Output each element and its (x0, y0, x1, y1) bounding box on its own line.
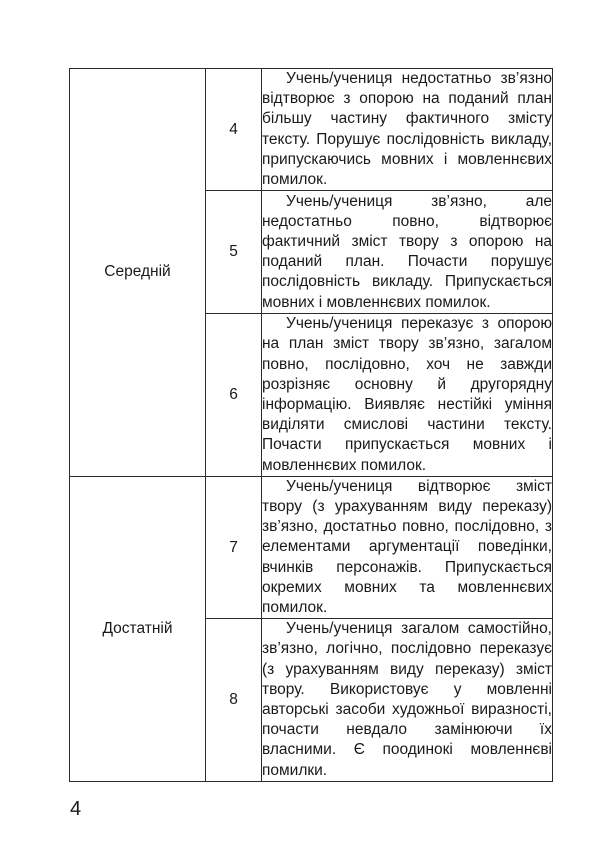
table-row (70, 476, 553, 618)
score-cell: 8 (206, 619, 262, 782)
description-cell: Учень/учениця загалом самостійно, зв’язно, логічно, послідовно переказує (з урахуванням виду переказу) зміст твору. Використовує у мовленні авторські засоби художньої виразності, почасти невдало замінюючи їх власними. Є поодинокі мовленнєві помилки. (262, 619, 553, 782)
score-cell: 7 (206, 476, 262, 618)
level-cell: Достатній (70, 476, 206, 781)
description-cell: Учень/учениця відтворює зміст твору (з урахуванням виду переказу) зв’язно, достатньо повно, послідовно, з елементами аргументації поведінки, вчинків персонажів. Припускається окремих мовних та мовленнєвих помилок. (262, 476, 553, 618)
grading-criteria-table (69, 68, 553, 782)
score-cell: 6 (206, 314, 262, 477)
description-cell: Учень/учениця переказує з опорою на план зміст твору зв’язно, загалом повно, послідовно, хоч не завжди розрізняє основну й другорядну інформацію. Виявляє нестійкі уміння виділяти смислові частини тексту. Почасти припускається мовних і мовленнєвих помилок. (262, 314, 553, 477)
score-cell: 4 (206, 69, 262, 191)
level-cell: Середній (70, 69, 206, 477)
description-cell: Учень/учениця зв’язно, але недостатньо повно, відтворює фактичний зміст твору з опорою на поданий план. Почасти порушує послідовність викладу. Припускається мовних і мовленнєвих помилок. (262, 191, 553, 314)
page-number: 4 (70, 798, 82, 820)
score-cell: 5 (206, 191, 262, 314)
description-cell: Учень/учениця недостатньо зв’язно відтворює з опорою на поданий план більшу частину фактичного змісту тексту. Порушує послідовність викладу, припускаючись мовних і мовленнєвих помилок. (262, 69, 553, 191)
table-row (70, 69, 553, 191)
